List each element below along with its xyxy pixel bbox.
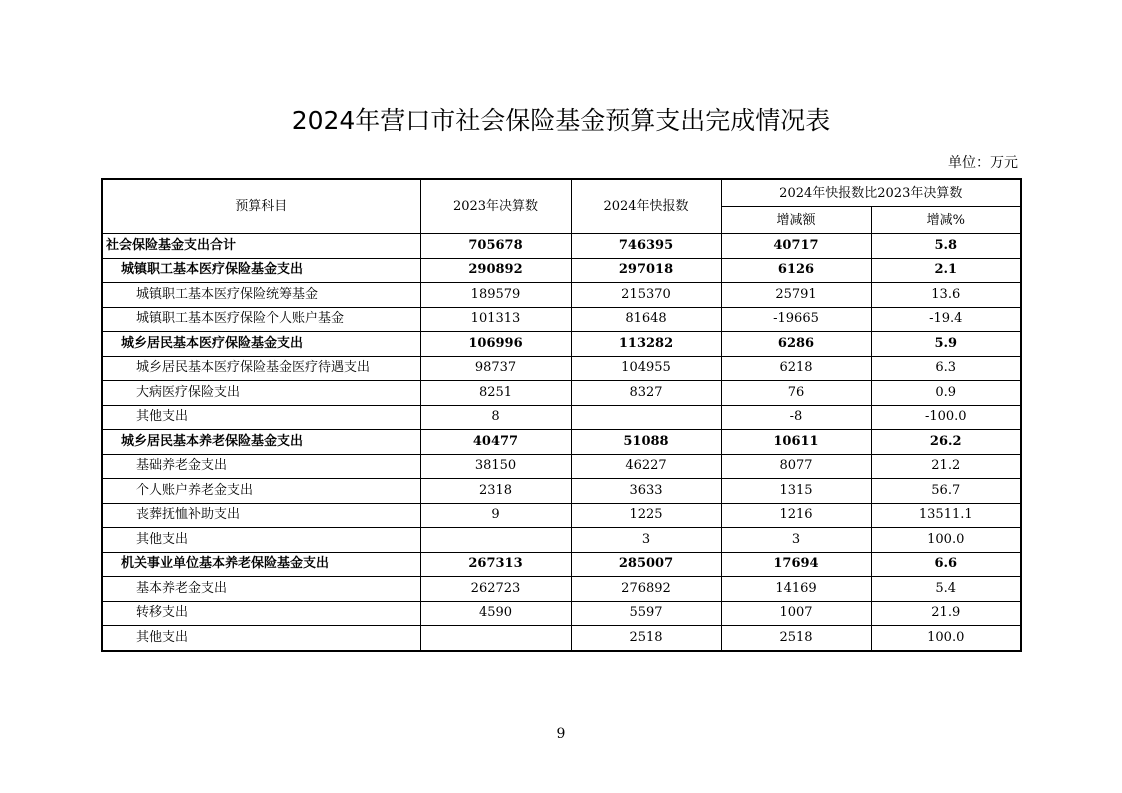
row-subject: 城乡居民基本医疗保险基金医疗待遇支出 (102, 356, 420, 381)
row-change-amount: -8 (721, 405, 871, 430)
row-subject: 社会保险基金支出合计 (102, 234, 420, 259)
header-2024: 2024年快报数 (571, 179, 721, 234)
header-2023: 2023年决算数 (420, 179, 571, 234)
row-value-2024: 113282 (571, 332, 721, 357)
row-change-amount: 1007 (721, 601, 871, 626)
row-change-amount: 1216 (721, 503, 871, 528)
table-row (102, 283, 1021, 308)
header-subject: 预算科目 (102, 179, 420, 234)
row-change-pct: 0.9 (871, 381, 1021, 406)
row-change-amount: -19665 (721, 307, 871, 332)
row-change-pct: 21.2 (871, 454, 1021, 479)
row-change-amount: 2518 (721, 626, 871, 651)
row-value-2024: 297018 (571, 258, 721, 283)
row-change-pct: 21.9 (871, 601, 1021, 626)
row-change-pct: 26.2 (871, 430, 1021, 455)
row-change-pct: 5.9 (871, 332, 1021, 357)
table-row (102, 258, 1021, 283)
row-value-2023: 101313 (420, 307, 571, 332)
row-change-pct: 13511.1 (871, 503, 1021, 528)
row-value-2023 (420, 626, 571, 651)
row-value-2024: 5597 (571, 601, 721, 626)
row-change-pct: -19.4 (871, 307, 1021, 332)
table-row (102, 552, 1021, 577)
page-title: 2024年营口市社会保险基金预算支出完成情况表 (291, 106, 831, 135)
table-row (102, 430, 1021, 455)
row-change-amount: 25791 (721, 283, 871, 308)
row-change-pct: -100.0 (871, 405, 1021, 430)
row-value-2023: 705678 (420, 234, 571, 259)
row-value-2023: 8251 (420, 381, 571, 406)
row-change-pct: 5.4 (871, 577, 1021, 602)
row-subject: 城镇职工基本医疗保险统筹基金 (102, 283, 420, 308)
row-subject: 其他支出 (102, 626, 420, 651)
row-subject: 其他支出 (102, 528, 420, 553)
row-subject: 个人账户养老金支出 (102, 479, 420, 504)
row-change-amount: 17694 (721, 552, 871, 577)
row-subject: 丧葬抚恤补助支出 (102, 503, 420, 528)
table-row (102, 601, 1021, 626)
row-value-2023: 9 (420, 503, 571, 528)
row-change-amount: 40717 (721, 234, 871, 259)
row-value-2023: 262723 (420, 577, 571, 602)
table-body (102, 234, 1021, 651)
row-value-2023: 40477 (420, 430, 571, 455)
row-value-2024: 81648 (571, 307, 721, 332)
row-subject: 城乡居民基本医疗保险基金支出 (102, 332, 420, 357)
row-change-pct: 13.6 (871, 283, 1021, 308)
row-value-2023: 2318 (420, 479, 571, 504)
row-value-2024: 746395 (571, 234, 721, 259)
row-value-2024: 46227 (571, 454, 721, 479)
row-value-2023: 98737 (420, 356, 571, 381)
row-subject: 城乡居民基本养老保险基金支出 (102, 430, 420, 455)
table-row (102, 356, 1021, 381)
row-subject: 大病医疗保险支出 (102, 381, 420, 406)
row-change-pct: 100.0 (871, 528, 1021, 553)
row-subject: 城镇职工基本医疗保险基金支出 (102, 258, 420, 283)
row-value-2023: 290892 (420, 258, 571, 283)
row-subject: 其他支出 (102, 405, 420, 430)
row-change-amount: 6218 (721, 356, 871, 381)
table-row (102, 479, 1021, 504)
row-subject: 转移支出 (102, 601, 420, 626)
row-value-2023: 4590 (420, 601, 571, 626)
row-value-2024: 276892 (571, 577, 721, 602)
budget-table (101, 178, 1022, 652)
header-change-amount: 增减额 (721, 207, 871, 234)
table-row (102, 405, 1021, 430)
row-value-2023: 8 (420, 405, 571, 430)
row-value-2024 (571, 405, 721, 430)
row-value-2024: 215370 (571, 283, 721, 308)
header-comparison: 2024年快报数比2023年决算数 (721, 179, 1021, 207)
row-change-pct: 100.0 (871, 626, 1021, 651)
row-change-pct: 5.8 (871, 234, 1021, 259)
row-subject: 基本养老金支出 (102, 577, 420, 602)
table-row (102, 626, 1021, 651)
row-change-pct: 6.3 (871, 356, 1021, 381)
row-change-pct: 56.7 (871, 479, 1021, 504)
row-change-pct: 6.6 (871, 552, 1021, 577)
table-row (102, 528, 1021, 553)
row-value-2023: 38150 (420, 454, 571, 479)
row-subject: 基础养老金支出 (102, 454, 420, 479)
table-header (102, 179, 1021, 234)
row-value-2023: 189579 (420, 283, 571, 308)
row-subject: 机关事业单位基本养老保险基金支出 (102, 552, 420, 577)
row-change-amount: 1315 (721, 479, 871, 504)
row-change-amount: 6286 (721, 332, 871, 357)
table-row (102, 503, 1021, 528)
unit-label: 单位：万元 (948, 155, 1018, 171)
row-value-2023: 267313 (420, 552, 571, 577)
row-change-pct: 2.1 (871, 258, 1021, 283)
row-value-2023: 106996 (420, 332, 571, 357)
row-value-2023 (420, 528, 571, 553)
row-value-2024: 3633 (571, 479, 721, 504)
table-row (102, 307, 1021, 332)
table-row (102, 234, 1021, 259)
row-value-2024: 51088 (571, 430, 721, 455)
row-value-2024: 104955 (571, 356, 721, 381)
row-change-amount: 14169 (721, 577, 871, 602)
table-row (102, 454, 1021, 479)
row-value-2024: 1225 (571, 503, 721, 528)
page-number: 9 (556, 726, 566, 742)
header-change-pct: 增减% (871, 207, 1021, 234)
row-value-2024: 8327 (571, 381, 721, 406)
row-change-amount: 10611 (721, 430, 871, 455)
row-value-2024: 2518 (571, 626, 721, 651)
row-change-amount: 76 (721, 381, 871, 406)
row-change-amount: 8077 (721, 454, 871, 479)
row-change-amount: 3 (721, 528, 871, 553)
row-change-amount: 6126 (721, 258, 871, 283)
table-row (102, 332, 1021, 357)
table-row (102, 381, 1021, 406)
row-value-2024: 285007 (571, 552, 721, 577)
row-subject: 城镇职工基本医疗保险个人账户基金 (102, 307, 420, 332)
row-value-2024: 3 (571, 528, 721, 553)
table-row (102, 577, 1021, 602)
